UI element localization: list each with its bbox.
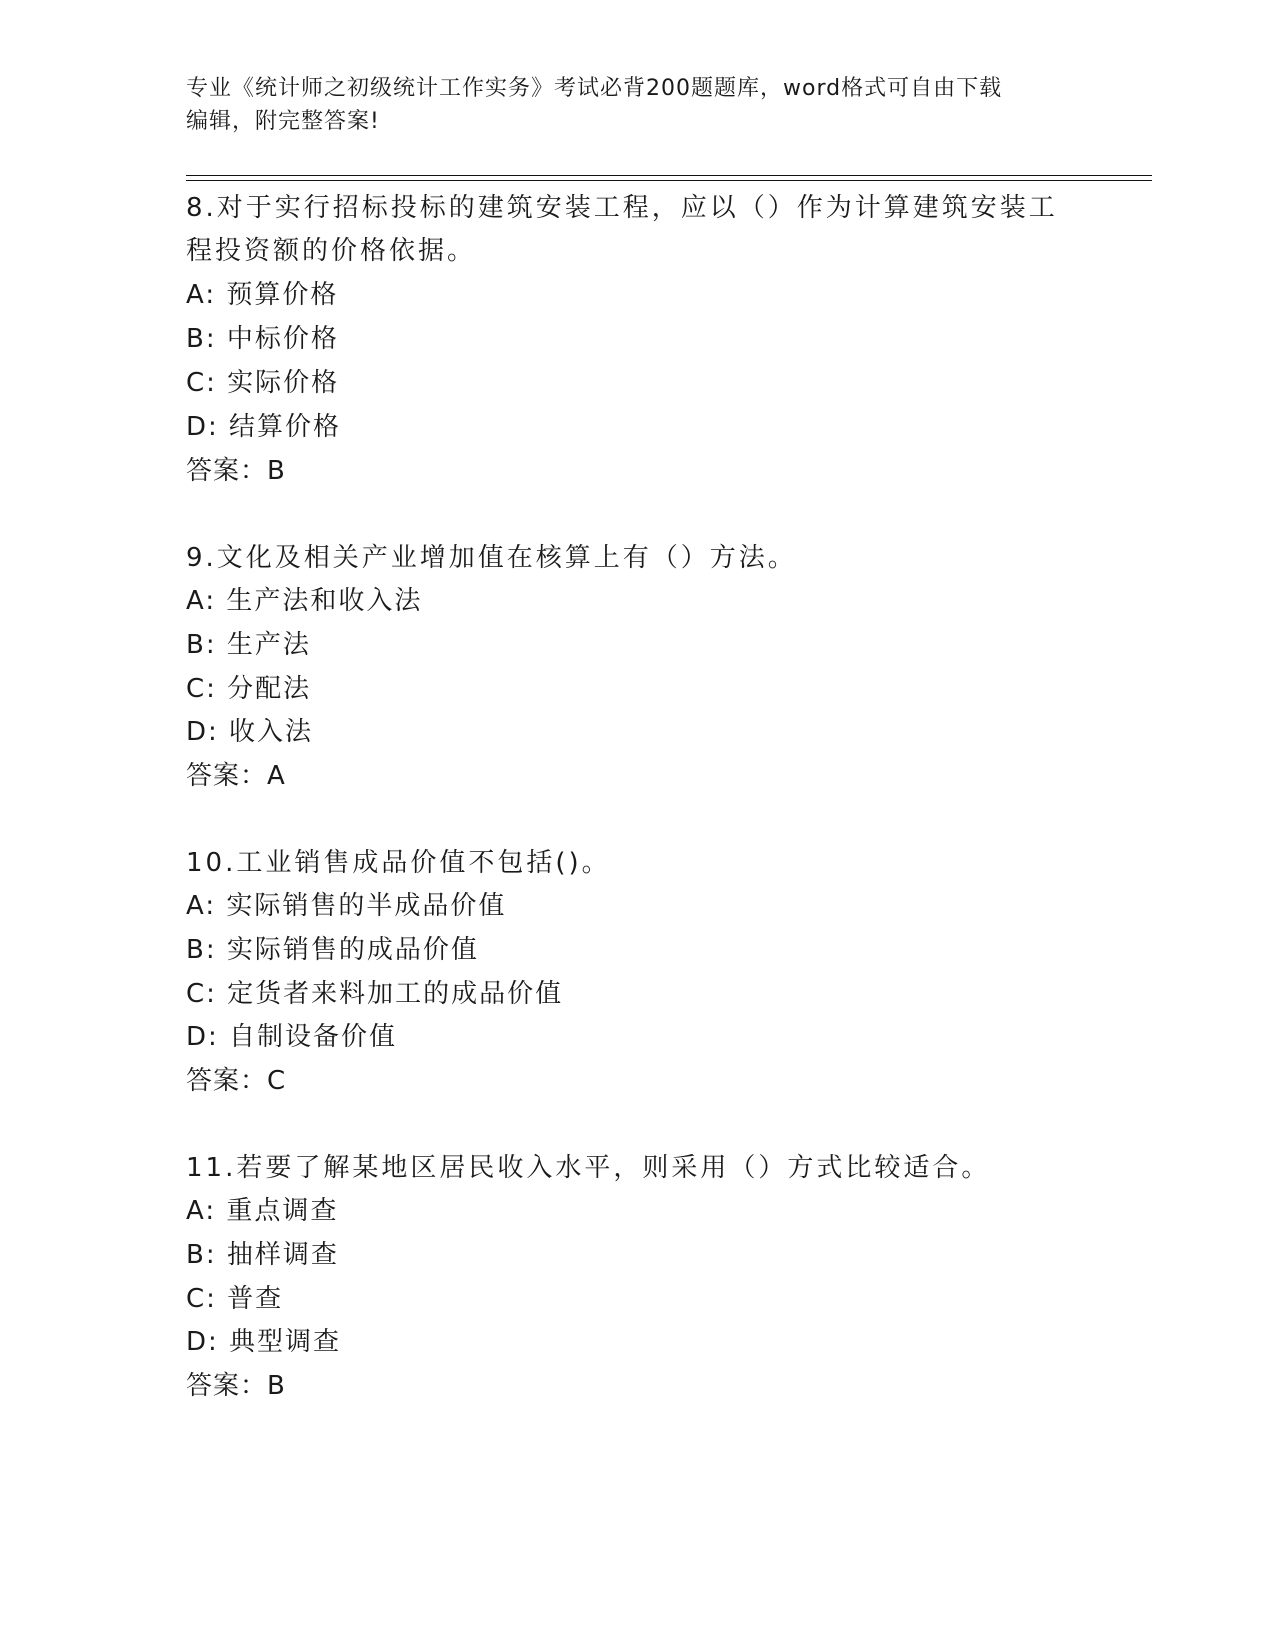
question-8-option-c: C: 实际价格	[186, 368, 340, 398]
question-8-text-line-1: 8.对于实行招标投标的建筑安装工程，应以（）作为计算建筑安装工	[186, 193, 1058, 223]
header-divider-bottom	[186, 180, 1152, 181]
question-8-option-a: A: 预算价格	[186, 280, 339, 310]
header-title-line-2: 编辑，附完整答案!	[186, 109, 380, 134]
question-11-answer: 答案：B	[186, 1371, 286, 1401]
question-8-text-line-2: 程投资额的价格依据。	[186, 236, 477, 266]
question-9-option-d: D: 收入法	[186, 717, 314, 747]
question-9-option-b: B: 生产法	[186, 630, 311, 660]
question-9-answer: 答案：A	[186, 761, 286, 791]
question-8-answer: 答案：B	[186, 456, 286, 486]
question-10-text: 10.工业销售成品价值不包括()。	[186, 848, 611, 878]
question-10-option-d: D: 自制设备价值	[186, 1022, 398, 1052]
question-10-option-a: A: 实际销售的半成品价值	[186, 891, 507, 921]
document-header	[186, 72, 1066, 138]
question-9-text: 9.文化及相关产业增加值在核算上有（）方法。	[186, 543, 797, 573]
question-10-option-c: C: 定货者来料加工的成品价值	[186, 979, 564, 1009]
header-title-line-1: 专业《统计师之初级统计工作实务》考试必背200题题库，word格式可自由下载	[186, 76, 1003, 101]
question-8-option-d: D: 结算价格	[186, 412, 342, 442]
question-10-answer: 答案：C	[186, 1066, 287, 1096]
header-divider-top	[186, 175, 1152, 176]
question-11-text: 11.若要了解某地区居民收入水平，则采用（）方式比较适合。	[186, 1153, 991, 1183]
question-11-option-c: C: 普查	[186, 1284, 284, 1314]
question-10-option-b: B: 实际销售的成品价值	[186, 935, 479, 965]
question-11-option-d: D: 典型调查	[186, 1327, 342, 1357]
question-8-option-b: B: 中标价格	[186, 324, 339, 354]
question-11-option-b: B: 抽样调查	[186, 1240, 339, 1270]
question-11-option-a: A: 重点调查	[186, 1196, 339, 1226]
question-9-option-a: A: 生产法和收入法	[186, 586, 423, 616]
question-9-option-c: C: 分配法	[186, 674, 312, 704]
